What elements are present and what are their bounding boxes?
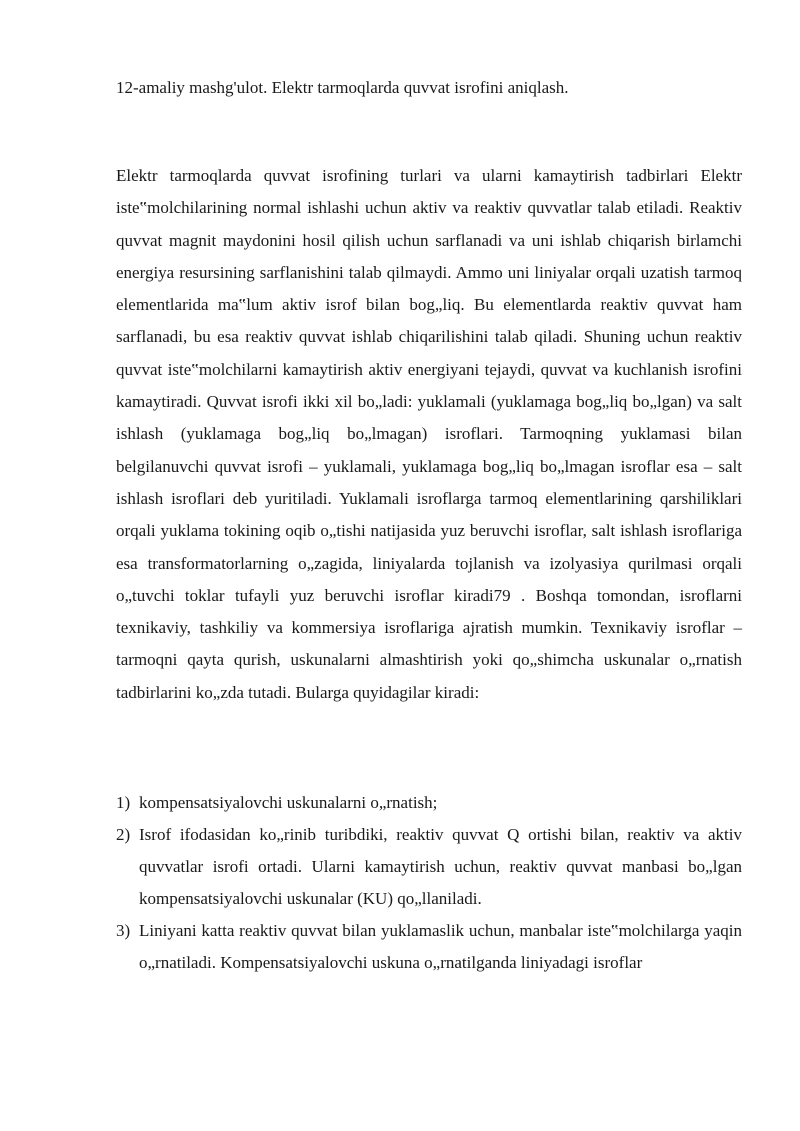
list-item: [116, 787, 742, 819]
list-item-number: 1): [116, 793, 131, 812]
list-item-text: Liniyani katta reaktiv quvvat bilan yuklamaslik uchun, manbalar iste‟molchilarga yaqin o„rnatiladi. Kompensatsiyalovchi uskuna o„rnatilganda liniyadagi isroflar: [139, 921, 742, 972]
list-item: [116, 819, 742, 915]
body-paragraph: Elektr tarmoqlarda quvvat isrofining turlari va ularni kamaytirish tadbirlari Elektr iste‟molchilarining normal ishlashi uchun aktiv va reaktiv quvvatlar talab etiladi. Reaktiv quvvat magnit maydonini hosil qilish uchun sarflanadi va uni ishlab chiqarish birlamchi energiya resursining sarflanishini talab qilmaydi. Ammo uni liniyalar orqali uzatish tarmoq elementlarida ma‟lum aktiv isrof bilan bog„liq. Bu elementlarda reaktiv quvvat ham sarflanadi, bu esa reaktiv quvvat ishlab chiqarilishini talab qiladi. Shuning uchun reaktiv quvvat iste‟molchilarni kamaytirish aktiv energiyani tejaydi, quvvat va kuchlanish isrofini kamaytiradi. Quvvat isrofi ikki xil bo„ladi: yuklamali (yuklamaga bog„liq bo„lgan) va salt ishlash (yuklamaga bog„liq bo„lmagan) isroflari. Tarmoqning yuklamasi bilan belgilanuvchi quvvat isrofi – yuklamali, yuklamaga bog„liq bo„lmagan isroflar esa – salt ishlash isroflari deb yuritiladi. Yuklamali isroflarga tarmoq elementlarining qarshiliklari orqali yuklama tokining oqib o„tishi natijasida yuz beruvchi isroflar, salt ishlash isroflariga esa transformatorlarning o„zagida, liniyalarda tojlanish va izolyasiya qurilmasi orqali o„tuvchi toklar tufayli yuz beruvchi isroflar kiradi79 . Boshqa tomondan, isroflarni texnikaviy, tashkiliy va kommersiya isroflariga ajratish mumkin. Texnikaviy isroflar – tarmoqni qayta qurish, uskunalarni almashtirish yoki qo„shimcha uskunalar o„rnatish tadbirlarini ko„zda tutadi. Bularga quyidagilar kiradi:: [116, 166, 742, 702]
list-item-number: 2): [116, 825, 131, 844]
list-item-text: kompensatsiyalovchi uskunalarni o„rnatish;: [139, 793, 438, 812]
list-item-text: Isrof ifodasidan ko„rinib turibdiki, reaktiv quvvat Q ortishi bilan, reaktiv va aktiv quvvatlar isrofi ortadi. Ularni kamaytirish uchun, reaktiv quvvat manbasi bo„lgan kompensatsiyalovchi uskunalar (KU) qo„llaniladi.: [139, 825, 742, 908]
list-item: [116, 915, 742, 979]
list-item-number: 3): [116, 921, 131, 940]
page-title: 12-amaliy mashg'ulot. Elektr tarmoqlarda quvvat isrofini aniqlash.: [116, 78, 569, 97]
numbered-list: [116, 787, 742, 979]
